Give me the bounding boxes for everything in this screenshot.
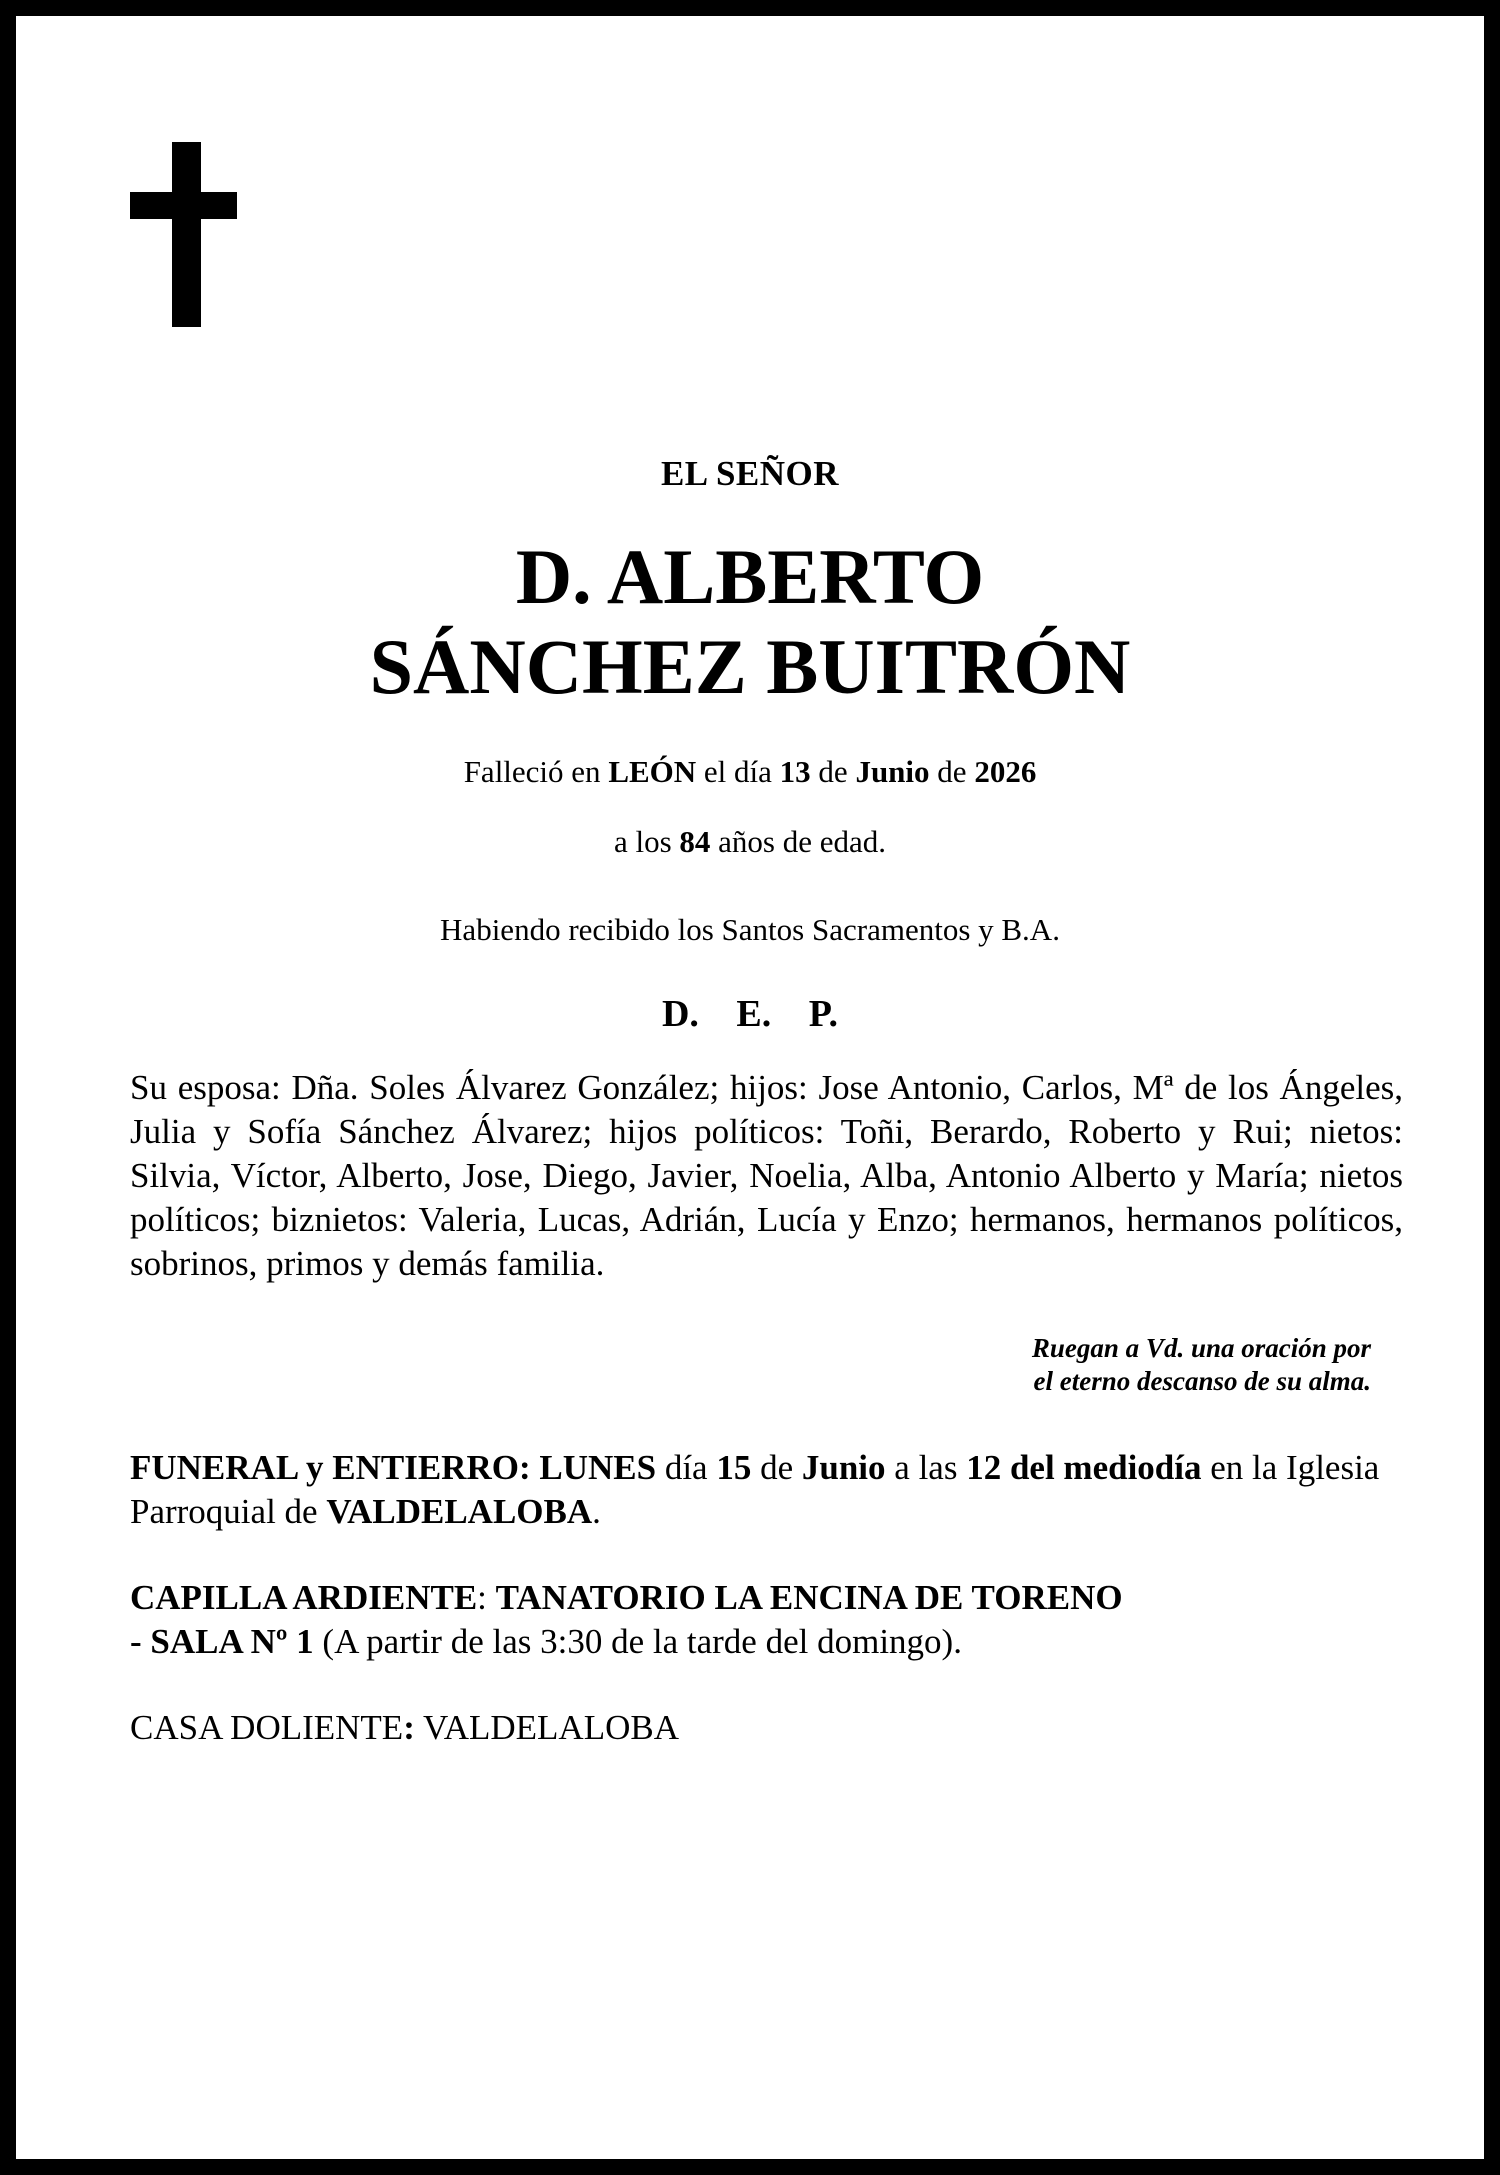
chapel-colon: : [477,1578,496,1617]
prayer-line1: Ruegan a Vd. una oración por [1031,1333,1371,1363]
age-prefix: a los [613,824,680,859]
deceased-name [16,532,1484,712]
funeral-info [130,1446,1403,1534]
death-day: 13 [779,754,811,789]
chapel-info [130,1576,1403,1664]
age-suffix: años de edad. [710,824,887,859]
funeral-text2: de [751,1448,802,1487]
prayer-request [871,1332,1371,1398]
funeral-text3: a las [885,1448,967,1487]
funeral-text4: en la Iglesia Parroquial de [130,1448,1380,1531]
funeral-place: VALDELALOBA [326,1492,593,1531]
sacraments-line: Habiendo recibido los Santos Sacramentos y B.A. [440,912,1060,947]
funeral-label: FUNERAL y ENTIERRO: LUNES [130,1448,657,1487]
chapel-room: - SALA Nº 1 [130,1622,314,1661]
death-place: LEÓN [608,754,697,789]
death-year: 2026 [974,754,1037,789]
death-mid1: el día [696,754,780,789]
house-place: VALDELALOBA [414,1708,679,1747]
age-info [16,824,1484,860]
death-prefix: Falleció en [463,754,609,789]
death-mid3: de [929,754,975,789]
death-info [16,754,1484,790]
funeral-month: Junio [801,1448,886,1487]
chapel-place: TANATORIO LA ENCINA DE TORENO [495,1578,1123,1617]
funeral-text5: . [592,1492,601,1531]
chapel-detail: (A partir de las 3:30 de la tarde del domingo). [313,1622,962,1661]
funeral-day: 15 [716,1448,752,1487]
prayer-line2: el eterno descanso de su alma. [1033,1366,1371,1396]
deceased-name-line1: D. ALBERTO [515,533,985,620]
cross-icon [130,142,270,342]
age-value: 84 [679,824,711,859]
funeral-text1: día [656,1448,717,1487]
funeral-time: 12 del mediodía [966,1448,1202,1487]
family-paragraph: Su esposa: Dña. Soles Álvarez González; hijos: Jose Antonio, Carlos, Mª de los Ángeles, Julia y Sofía Sánchez Álvarez; hijos políticos: Toñi, Berardo, Roberto y Rui; nietos: Silvia, Víctor, Alberto, Jose, Diego, Javier, Noelia, Alba, Antonio Alberto y María; nietos políticos; biznietos: Valeria, Lucas, Adrián, Lucía y Enzo; hermanos, hermanos políticos, sobrinos, primos y demás familia. [130,1068,1403,1283]
house-colon: : [403,1708,415,1747]
death-month: Junio [855,754,930,789]
deceased-name-line2: SÁNCHEZ BUITRÓN [369,623,1131,710]
chapel-label: CAPILLA ARDIENTE [130,1578,478,1617]
header-title: EL SEÑOR [660,454,840,493]
house-info [130,1706,1403,1750]
death-mid2: de [810,754,856,789]
house-label: CASA DOLIENTE [130,1708,404,1747]
dep-line: D. E. P. [661,993,838,1035]
